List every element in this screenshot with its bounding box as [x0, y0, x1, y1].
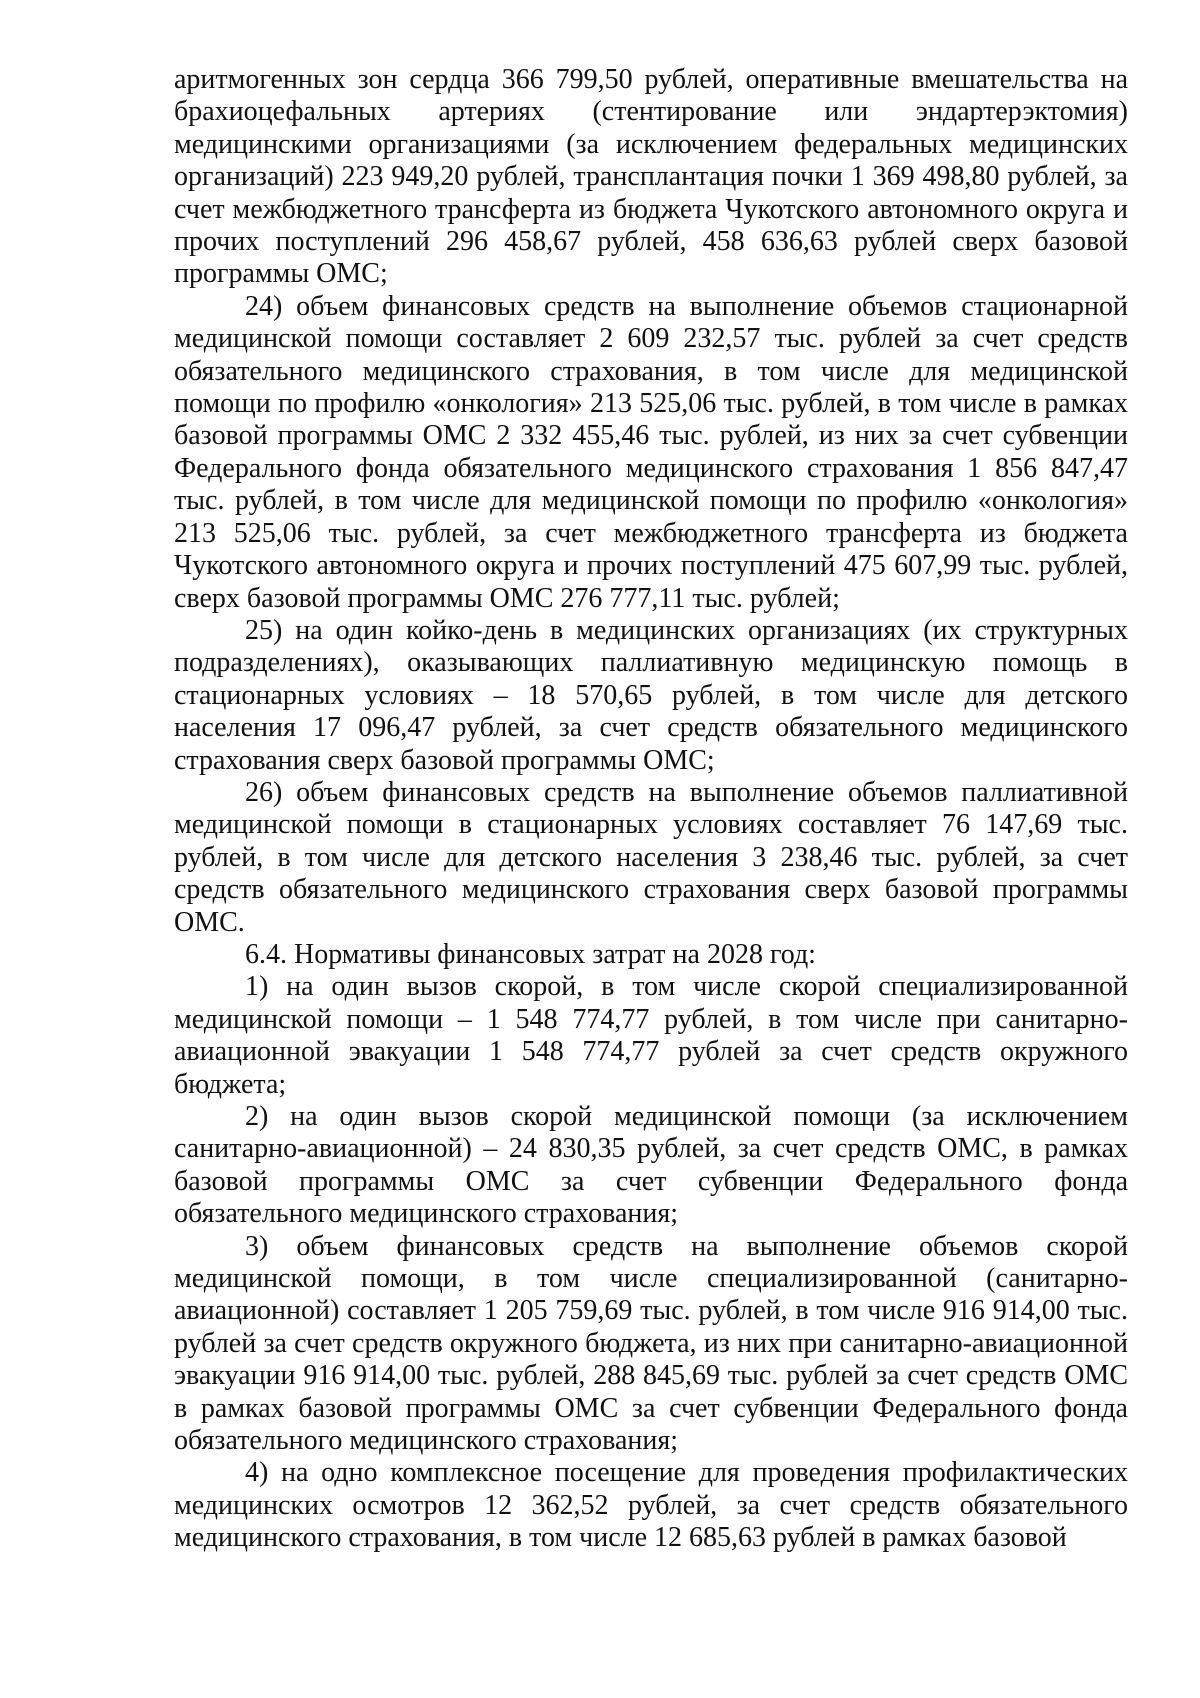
paragraph-item-2: 2) на один вызов скорой медицинской помощи (за исключением санитарно-авиационной) – 24 830,35 рублей, за счет средств ОМС, в рамках базовой программы ОМС за счет субвенции Федерального фонда обязательного медицинского страхования;: [174, 1101, 1128, 1230]
paragraph-item-26: 26) объем финансовых средств на выполнение объемов паллиативной медицинской помощи в стационарных условиях составляет 76 147,69 тыс. рублей, в том числе для детского населения 3 238,46 тыс. рублей, за счет средств обязательного медицинского страхования сверх базовой программы ОМС.: [174, 776, 1128, 938]
paragraph-continuation: аритмогенных зон сердца 366 799,50 рублей, оперативные вмешательства на брахиоцефальных артериях (стентирование или эндартерэктомия) медицинскими организациями (за исключением федеральных медицинских организаций) 223 949,20 рублей, трансплантация почки 1 369 498,80 рублей, за счет межбюджетного трансферта из бюджета Чукотского автономного округа и прочих поступлений 296 458,67 рублей, 458 636,63 рублей сверх базовой программы ОМС;: [174, 64, 1128, 290]
paragraph-item-3: 3) объем финансовых средств на выполнение объемов скорой медицинской помощи, в том числе специализированной (санитарно-авиационной) составляет 1 205 759,69 тыс. рублей, в том числе 916 914,00 тыс. рублей за счет средств окружного бюджета, из них при санитарно-авиационной эвакуации 916 914,00 тыс. рублей, 288 845,69 тыс. рублей за счет средств ОМС в рамках базовой программы ОМС за счет субвенции Федерального фонда обязательного медицинского страхования;: [174, 1230, 1128, 1457]
paragraph-item-25: 25) на один койко-день в медицинских организациях (их структурных подразделениях), оказывающих паллиативную медицинскую помощь в стационарных условиях – 18 570,65 рублей, в том числе для детского населения 17 096,47 рублей, за счет средств обязательного медицинского страхования сверх базовой программы ОМС;: [174, 614, 1128, 776]
document-body: [174, 64, 1128, 1555]
paragraph-item-24: 24) объем финансовых средств на выполнение объемов стационарной медицинской помощи составляет 2 609 232,57 тыс. рублей за счет средств обязательного медицинского страхования, в том числе для медицинской помощи по профилю «онкология» 213 525,06 тыс. рублей, в том числе в рамках базовой программы ОМС 2 332 455,46 тыс. рублей, из них за счет субвенции Федерального фонда обязательного медицинского страхования 1 856 847,47 тыс. рублей, в том числе для медицинской помощи по профилю «онкология» 213 525,06 тыс. рублей, за счет межбюджетного трансферта из бюджета Чукотского автономного округа и прочих поступлений 475 607,99 тыс. рублей, сверх базовой программы ОМС 276 777,11 тыс. рублей;: [174, 290, 1128, 614]
paragraph-item-4: 4) на одно комплексное посещение для проведения профилактических медицинских осмотров 12 362,52 рублей, за счет средств обязательного медицинского страхования, в том числе 12 685,63 рублей в рамках базовой: [174, 1457, 1128, 1554]
section-heading-6-4: 6.4. Нормативы финансовых затрат на 2028 год:: [245, 938, 816, 970]
paragraph-item-1: 1) на один вызов скорой, в том числе скорой специализированной медицинской помощи – 1 548 774,77 рублей, в том числе при санитарно-авиационной эвакуации 1 548 774,77 рублей за счет средств окружного бюджета;: [174, 971, 1128, 1100]
